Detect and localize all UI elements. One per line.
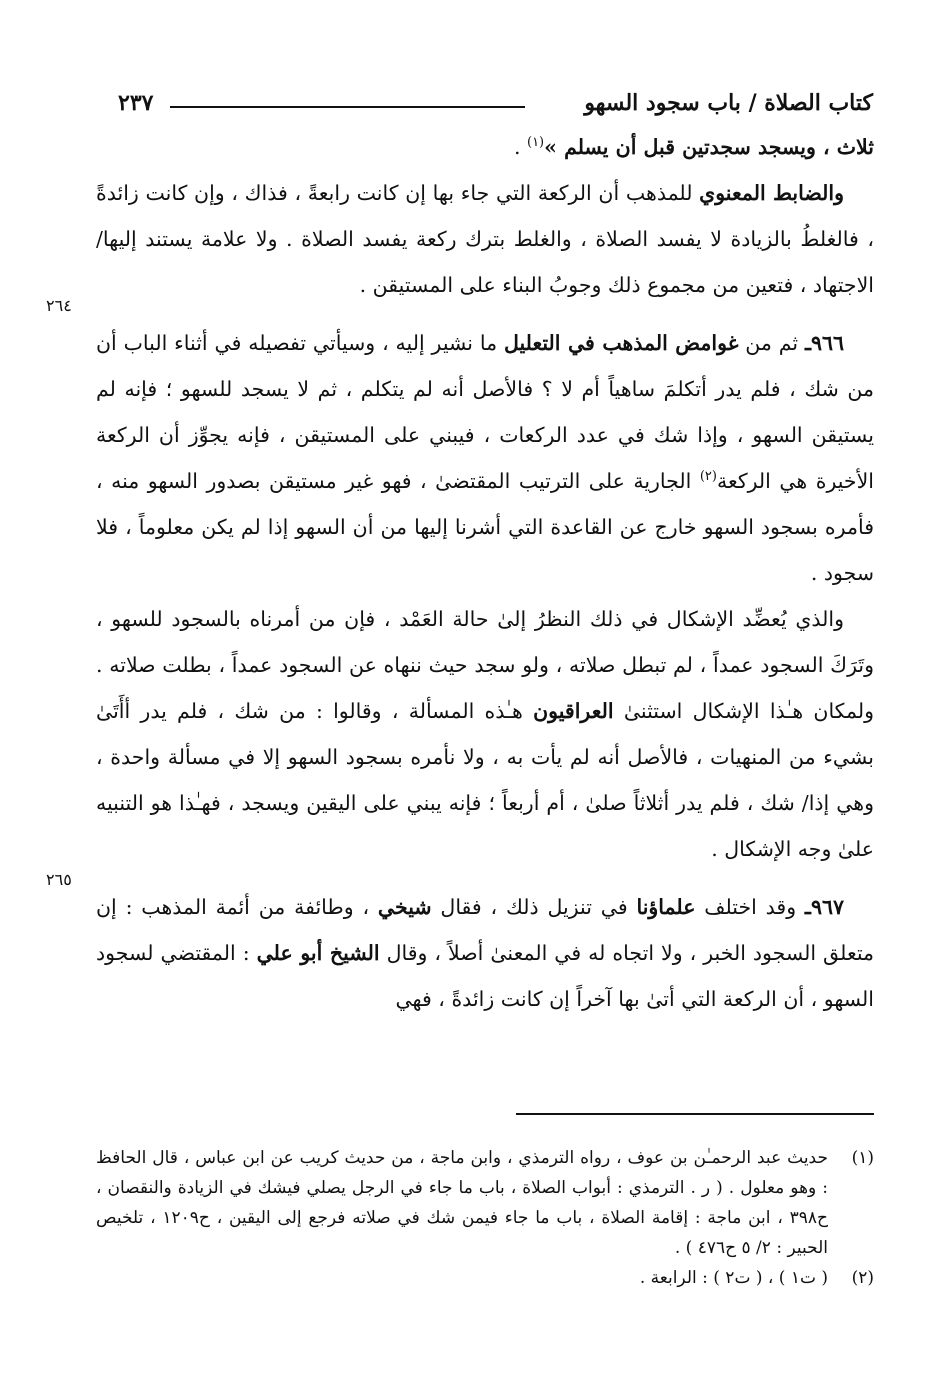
text-span: : المقتضي لسجود السهو ، أن الركعة التي أتىٰ بها آخراً إن كانت زائدةً ، فهي <box>96 941 874 1011</box>
paragraph-intention <box>96 596 874 872</box>
page-number: ٢٣٧ <box>118 90 154 116</box>
text-span: ما نشير إليه ، وسيأتي تفصيله في أثناء الباب أن من شك ، فلم يدر أتكلمَ ساهياً أم لا ؟ فالأصل أنه لم يتكلم ، ثم لا يسجد للسهو ؛ فإنه لم يستيقن السهو ، وإذا شك في عدد الركعات ، فيبني على المستيقن ، فإنه يجوِّز أن الركعة الأخيرة هي الركعة <box>96 331 874 493</box>
text-span: هـٰذه المسألة ، وقالوا : من شك ، فلم يدر أأَتَىٰ بشيء من المنهيات ، فالأصل أنه لم يأت به ، ولا نأمره بسجود السهو إلا في مسألة واحدة ، وهي إذا/ شك ، فلم يدر أثلاثاً صلىٰ ، أم أربعاً ؛ فإنه يبني على اليقين ويسجد ، فهـٰذا هو التنبيه علىٰ وجه الإشكال . <box>96 699 874 861</box>
bold-phrase: ثلاث ، ويسجد سجدتين قبل أن يسلم » <box>544 135 874 159</box>
footnote-2 <box>96 1263 874 1293</box>
bold-phrase: شيخي <box>377 895 432 919</box>
footnote-ref-2: (٢) <box>699 469 717 485</box>
paragraph-criterion <box>96 170 874 308</box>
text-span: ثم من <box>738 331 805 355</box>
bold-phrase: الشيخ أبو علي <box>256 941 380 965</box>
paragraph-966 <box>96 320 874 596</box>
bold-phrase: والضابط المعنوي <box>699 181 844 205</box>
text-span: في تنزيل ذلك ، فقال <box>431 895 637 919</box>
text-span: الجارية على الترتيب المقتضىٰ ، فهو غير مستيقن بصدور السهو منه ، فأمره بسجود السهو خارج عن القاعدة التي أشرنا إليها من أن السهو إذا لم يكن معلوماً ، فلا سجود . <box>96 469 874 585</box>
margin-folio-number: ٢٦٤ <box>46 296 72 315</box>
footnote-1 <box>96 1143 874 1263</box>
paragraph-number: ٩٦٦ـ <box>804 331 845 355</box>
page-header <box>118 86 873 122</box>
bold-phrase: علماؤنا <box>636 895 696 919</box>
footnote-text: ( ت١ ) ، ( ت٢ ) : الرابعة . <box>639 1268 828 1288</box>
footnote-rule <box>516 1113 874 1115</box>
running-title: كتاب الصلاة / باب سجود السهو <box>584 90 873 116</box>
paragraph-967 <box>96 884 874 1022</box>
footnote-ref-1: (١) <box>526 135 545 151</box>
text-span: وقد اختلف <box>695 895 805 919</box>
footnote-text: حديث عبد الرحمـٰن بن عوف ، رواه الترمذي ، وابن ماجة ، من حديث كريب عن ابن عباس ، قال الحافظ : وهو معلول . ( ر . الترمذي : أبواب الصلاة ، باب ما جاء في الرجل يصلي فيشك في الزيادة والنقصان ، ح٣٩٨ ، ابن ماجة : إقامة الصلاة ، باب ما جاء فيمن شك في صلاته فرجع إلى اليقين ، ح١٢٠٩ ، تلخيص الحبير : ٢/ ٥ ح٤٧٦ ) . <box>96 1148 828 1258</box>
footnote-mark: (٢) <box>851 1268 874 1288</box>
paragraph-number: ٩٦٧ـ <box>804 895 844 919</box>
bold-phrase: غوامض المذهب في التعليل <box>503 331 739 355</box>
footnotes <box>96 1143 874 1293</box>
text-span: والذي يُعضِّد الإشكال في ذلك النظرُ إلىٰ حالة العَمْد ، فإن من أمرناه بالسجود للسهو ، وتَرَكَ السجود عمداً ، لم تبطل صلاته ، ولو سجد حيث ننهاه عن السجود عمداً ، بطلت صلاته . ولمكان هـٰذا الإشكال استثنىٰ <box>96 607 875 723</box>
text-span: للمذهب أن الركعة التي جاء بها إن كانت رابعةً ، فذاك ، وإن كانت زائدةً ، فالغلطُ بالزيادة لا يفسد الصلاة ، والغلط بترك ركعة يفسد الصلاة . ولا علامة يستند إليها/ الاجتهاد ، فتعين من مجموع ذلك وجوبُ البناء على المستيقن . <box>96 181 874 297</box>
paragraph-continuation <box>96 124 874 170</box>
bold-phrase: العراقيون <box>533 699 614 723</box>
margin-folio-number: ٢٦٥ <box>46 870 72 889</box>
text-span: . <box>513 135 527 159</box>
text-span: ، وطائفة من أئمة المذهب : إن متعلق السجود الخبر ، ولا اتجاه له في المعنىٰ أصلاً ، وقال <box>96 895 875 965</box>
footnote-mark: (١) <box>851 1148 874 1168</box>
main-text <box>96 124 874 1022</box>
header-rule <box>170 106 525 108</box>
